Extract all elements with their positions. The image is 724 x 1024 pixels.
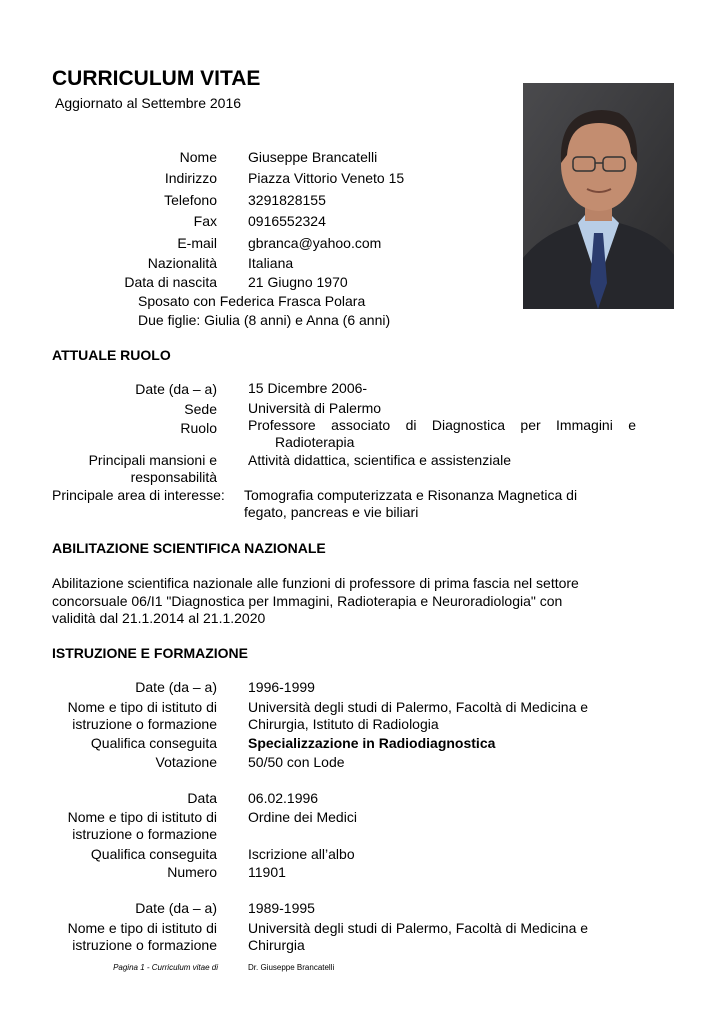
- label-edu1-votazione: Votazione: [155, 754, 217, 770]
- value-edu3-date: 1989-1995: [248, 900, 315, 916]
- value-mansioni: Attività didattica, scientifica e assistenziale: [248, 452, 512, 468]
- value-role-date: 15 Dicembre 2006-: [248, 380, 368, 396]
- label-edu2-nome-2: istruzione o formazione: [72, 826, 217, 842]
- value-edu1-qualifica: Specializzazione in Radiodiagnostica: [248, 735, 496, 751]
- value-ruolo-line1: Professore associato di Diagnostica per Immagini e: [248, 417, 636, 433]
- value-fax: 0916552324: [248, 213, 326, 229]
- label-edu1-date: Date (da – a): [135, 679, 217, 695]
- label-edu1-nome-2: istruzione o formazione: [72, 716, 217, 732]
- value-edu2-date: 06.02.1996: [248, 790, 319, 806]
- footer-author: Dr. Giuseppe Brancatelli: [248, 963, 335, 972]
- label-edu3-nome-1: Nome e tipo di istituto di: [67, 920, 217, 936]
- label-ruolo: Ruolo: [180, 420, 217, 436]
- value-edu1-votazione: 50/50 con Lode: [248, 754, 345, 770]
- label-mansioni-1: Principali mansioni e: [88, 452, 217, 468]
- label-indirizzo: Indirizzo: [164, 170, 217, 186]
- abilitazione-line1: Abilitazione scientifica nazionale alle funzioni di professore di prima fascia nel settore: [52, 575, 579, 591]
- value-edu3-nome-2: Chirurgia: [248, 937, 305, 953]
- label-mansioni-2: responsabilità: [130, 469, 217, 485]
- section-heading-ruolo: ATTUALE RUOLO: [52, 347, 171, 363]
- value-edu2-numero: 11901: [248, 864, 286, 880]
- label-edu1-qualifica: Qualifica conseguita: [90, 735, 217, 751]
- label-edu2-nome-1: Nome e tipo di istituto di: [67, 809, 217, 825]
- children-info: Due figlie: Giulia (8 anni) e Anna (6 anni): [138, 312, 391, 328]
- label-edu3-nome-2: istruzione o formazione: [72, 937, 217, 953]
- value-edu2-nome: Ordine dei Medici: [248, 809, 357, 825]
- update-date: Aggiornato al Settembre 2016: [55, 95, 242, 111]
- label-edu2-numero: Numero: [167, 864, 217, 880]
- value-edu2-qualifica: Iscrizione all’albo: [248, 846, 355, 862]
- value-edu1-nome-2: Chirurgia, Istituto di Radiologia: [248, 716, 439, 732]
- portrait-photo: [523, 83, 674, 309]
- label-area-interesse: Principale area di interesse:: [52, 487, 225, 503]
- label-edu1-nome-1: Nome e tipo di istituto di: [67, 699, 217, 715]
- label-fax: Fax: [193, 213, 217, 229]
- abilitazione-line3: validità dal 21.1.2014 al 21.1.2020: [52, 610, 266, 626]
- value-area-line1: Tomografia computerizzata e Risonanza Magnetica di: [244, 487, 578, 503]
- footer-page-info: Pagina 1 - Curriculum vitae di: [113, 963, 218, 972]
- label-data-nascita: Data di nascita: [124, 274, 217, 290]
- value-ruolo-line2: Radioterapia: [275, 434, 355, 450]
- label-sede: Sede: [184, 401, 217, 417]
- value-data-nascita: 21 Giugno 1970: [248, 274, 348, 290]
- value-email[interactable]: gbranca@yahoo.com: [248, 235, 382, 251]
- value-telefono: 3291828155: [248, 192, 326, 208]
- label-edu2-qualifica: Qualifica conseguita: [90, 846, 217, 862]
- section-heading-istruzione: ISTRUZIONE E FORMAZIONE: [52, 645, 248, 661]
- abilitazione-line2: concorsuale 06/I1 "Diagnostica per Immagini, Radioterapia e Neuroradiologia" con: [52, 593, 563, 609]
- value-indirizzo: Piazza Vittorio Veneto 15: [248, 170, 405, 186]
- marital-status: Sposato con Federica Frasca Polara: [138, 293, 366, 309]
- value-nome: Giuseppe Brancatelli: [248, 149, 378, 165]
- label-edu3-date: Date (da – a): [135, 900, 217, 916]
- portrait-illustration: [523, 83, 674, 309]
- section-heading-abilitazione: ABILITAZIONE SCIENTIFICA NAZIONALE: [52, 540, 326, 556]
- label-email: E-mail: [177, 235, 217, 251]
- label-edu2-date: Data: [187, 790, 217, 806]
- value-edu1-date: 1996-1999: [248, 679, 315, 695]
- label-nazionalita: Nazionalità: [147, 255, 217, 271]
- value-nazionalita: Italiana: [248, 255, 294, 271]
- label-telefono: Telefono: [164, 192, 217, 208]
- value-area-line2: fegato, pancreas e vie biliari: [244, 504, 419, 520]
- value-edu3-nome-1: Università degli studi di Palermo, Facoltà di Medicina e: [248, 920, 589, 936]
- value-sede: Università di Palermo: [248, 400, 382, 416]
- page-title: CURRICULUM VITAE: [52, 67, 261, 90]
- value-edu1-nome-1: Università degli studi di Palermo, Facoltà di Medicina e: [248, 699, 589, 715]
- label-nome: Nome: [179, 149, 217, 165]
- label-role-date: Date (da – a): [135, 381, 217, 397]
